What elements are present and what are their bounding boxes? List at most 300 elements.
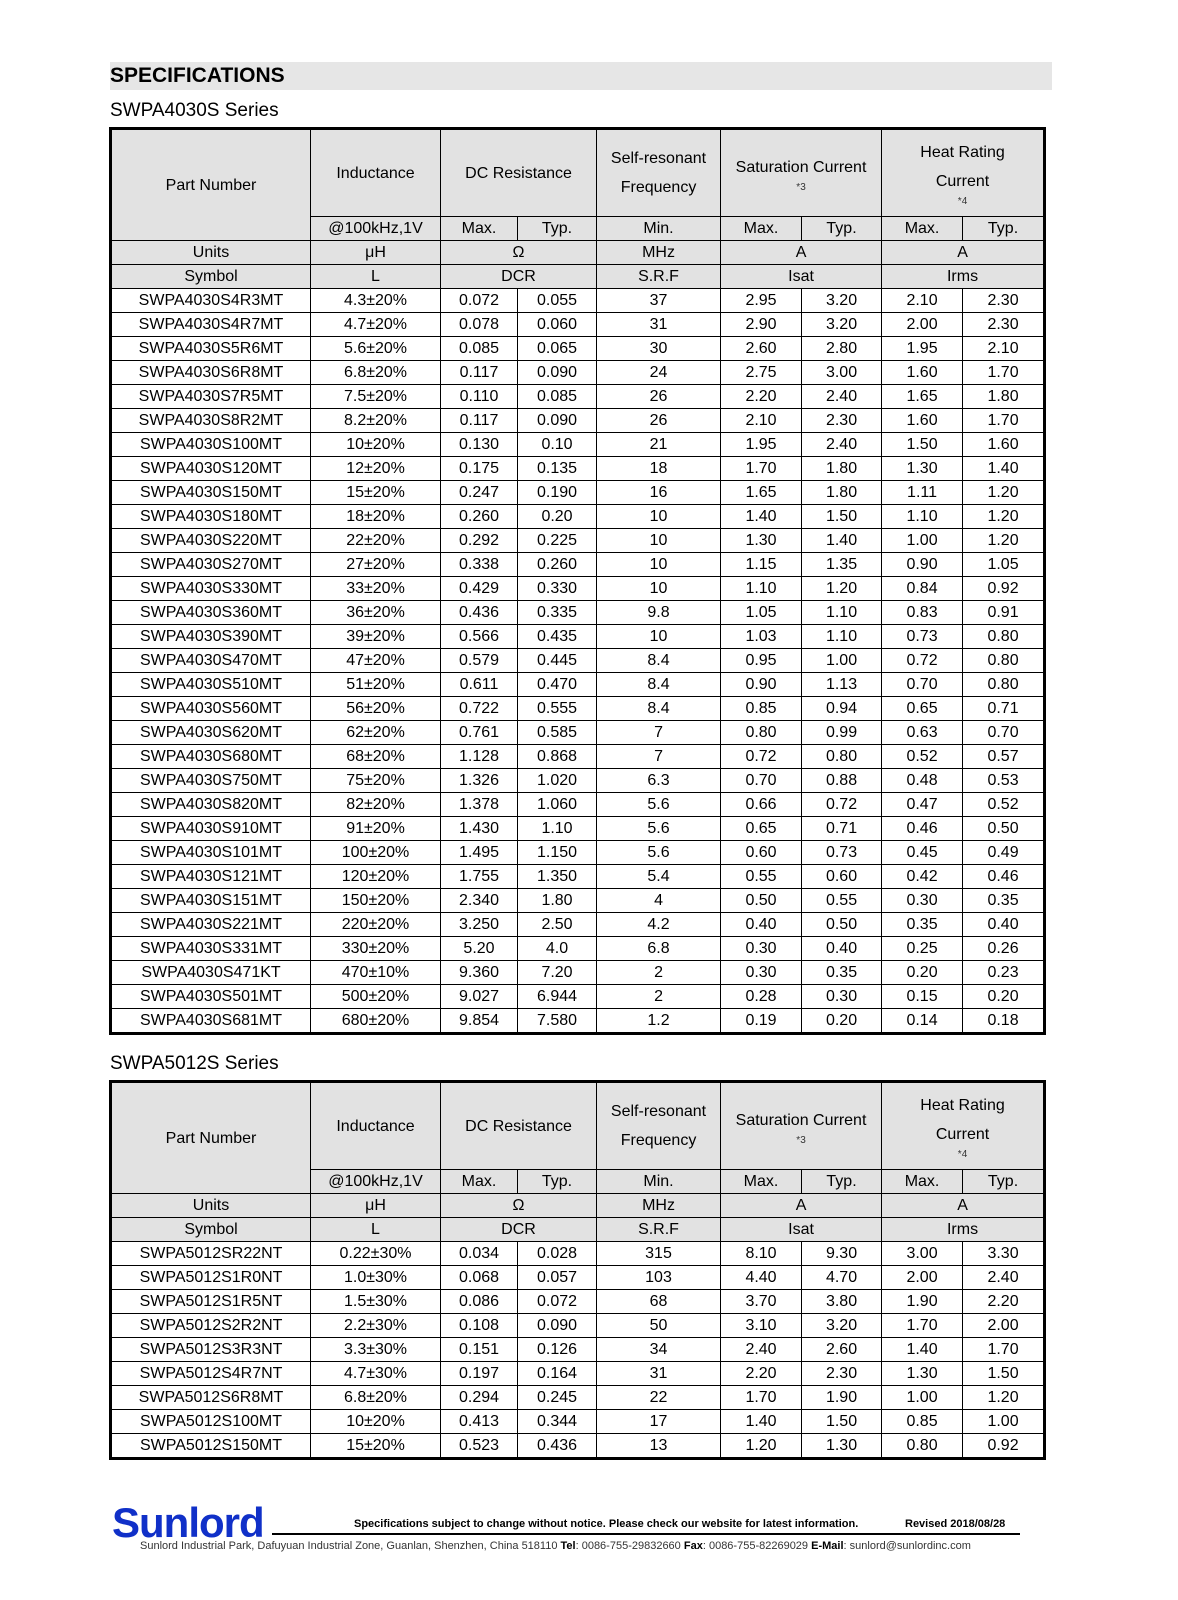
- cell-isat-typ: 9.30: [802, 1242, 882, 1266]
- cell-irms-max: 2.00: [882, 313, 963, 337]
- symbols-cell: DCR: [441, 265, 597, 289]
- cell-inductance: 12±20%: [311, 457, 441, 481]
- cell-dcr-typ: 4.0: [518, 937, 597, 961]
- cell-irms-typ: 2.20: [963, 1290, 1045, 1314]
- table-row: [111, 889, 1045, 913]
- cell-irms-typ: 1.60: [963, 433, 1045, 457]
- header-heat-line2: Current: [935, 173, 990, 190]
- cell-dcr-max: 5.20: [441, 937, 518, 961]
- cell-inductance: 22±20%: [311, 529, 441, 553]
- cell-isat-typ: 3.80: [802, 1290, 882, 1314]
- cell-srf-min: 37: [597, 289, 721, 313]
- cell-srf-min: 50: [597, 1314, 721, 1338]
- cell-dcr-typ: 0.868: [518, 745, 597, 769]
- cell-part-number: SWPA5012S100MT: [111, 1410, 311, 1434]
- cell-isat-max: 1.95: [721, 433, 802, 457]
- cell-isat-typ: 2.40: [802, 385, 882, 409]
- table-row: [111, 529, 1045, 553]
- cell-isat-max: 3.10: [721, 1314, 802, 1338]
- cell-irms-typ: 0.92: [963, 1434, 1045, 1459]
- symbols-cell: Irms: [882, 1218, 1045, 1242]
- cell-irms-typ: 0.35: [963, 889, 1045, 913]
- cell-isat-max: 0.85: [721, 697, 802, 721]
- cell-dcr-typ: 0.057: [518, 1266, 597, 1290]
- cell-srf-min: 5.6: [597, 841, 721, 865]
- cell-dcr-max: 0.292: [441, 529, 518, 553]
- cell-dcr-typ: 0.090: [518, 409, 597, 433]
- cell-isat-typ: 3.20: [802, 1314, 882, 1338]
- cell-isat-max: 1.20: [721, 1434, 802, 1459]
- cell-inductance: 6.8±20%: [311, 1386, 441, 1410]
- table-row: [111, 553, 1045, 577]
- cell-irms-typ: 0.57: [963, 745, 1045, 769]
- cell-irms-typ: 0.49: [963, 841, 1045, 865]
- units-row: [111, 1194, 1045, 1218]
- cell-irms-typ: 0.91: [963, 601, 1045, 625]
- header-srf-line2: Frequency: [620, 1132, 697, 1149]
- cell-irms-typ: 0.18: [963, 1009, 1045, 1034]
- header-inductance: Inductance: [311, 129, 441, 217]
- cell-srf-min: 30: [597, 337, 721, 361]
- tel-label: Tel: [560, 1540, 576, 1552]
- cell-irms-max: 1.65: [882, 385, 963, 409]
- cell-irms-typ: 0.71: [963, 697, 1045, 721]
- cell-irms-typ: 0.52: [963, 793, 1045, 817]
- cell-dcr-typ: 0.090: [518, 361, 597, 385]
- cell-dcr-typ: 0.072: [518, 1290, 597, 1314]
- cell-dcr-max: 0.086: [441, 1290, 518, 1314]
- cell-part-number: SWPA4030S820MT: [111, 793, 311, 817]
- table-row: [111, 577, 1045, 601]
- table-row: [111, 505, 1045, 529]
- cell-isat-max: 0.30: [721, 961, 802, 985]
- cell-dcr-max: 0.151: [441, 1338, 518, 1362]
- header-heat-line1: Heat Rating: [920, 144, 1005, 161]
- cell-dcr-typ: 1.80: [518, 889, 597, 913]
- footnote-3: *3: [796, 181, 806, 193]
- cell-inductance: 7.5±20%: [311, 385, 441, 409]
- cell-srf-min: 16: [597, 481, 721, 505]
- table-row: [111, 313, 1045, 337]
- isat-typ-label: Typ.: [802, 1170, 882, 1194]
- cell-dcr-typ: 0.585: [518, 721, 597, 745]
- table-row: [111, 865, 1045, 889]
- table-row: [111, 625, 1045, 649]
- cell-isat-typ: 1.00: [802, 649, 882, 673]
- cell-isat-typ: 1.50: [802, 1410, 882, 1434]
- cell-isat-typ: 1.80: [802, 457, 882, 481]
- cell-irms-max: 2.10: [882, 289, 963, 313]
- cell-part-number: SWPA4030S4R3MT: [111, 289, 311, 313]
- cell-dcr-typ: 0.335: [518, 601, 597, 625]
- cell-dcr-typ: 7.580: [518, 1009, 597, 1034]
- cell-dcr-max: 0.436: [441, 601, 518, 625]
- cell-inductance: 4.7±20%: [311, 313, 441, 337]
- header-srf-line1: Self-resonant: [610, 150, 707, 167]
- cell-srf-min: 5.4: [597, 865, 721, 889]
- cell-part-number: SWPA4030S910MT: [111, 817, 311, 841]
- table-row: [111, 961, 1045, 985]
- address-text: Sunlord Industrial Park, Dafuyuan Industrial Zone, Guanlan, Shenzhen, China 518110: [140, 1540, 558, 1552]
- symbols-cell: Symbol: [111, 265, 311, 289]
- cell-irms-max: 1.00: [882, 529, 963, 553]
- cell-inductance: 8.2±20%: [311, 409, 441, 433]
- srf-min-label: Min.: [597, 1170, 721, 1194]
- cell-inductance: 10±20%: [311, 1410, 441, 1434]
- cell-part-number: SWPA5012S1R5NT: [111, 1290, 311, 1314]
- cell-inductance: 330±20%: [311, 937, 441, 961]
- cell-part-number: SWPA4030S470MT: [111, 649, 311, 673]
- footer-address: [140, 1539, 971, 1553]
- symbols-row: [111, 265, 1045, 289]
- cell-isat-typ: 3.00: [802, 361, 882, 385]
- cell-irms-max: 1.95: [882, 337, 963, 361]
- cell-dcr-max: 0.761: [441, 721, 518, 745]
- cell-isat-max: 0.72: [721, 745, 802, 769]
- cell-isat-max: 1.65: [721, 481, 802, 505]
- cell-srf-min: 315: [597, 1242, 721, 1266]
- cell-dcr-max: 9.854: [441, 1009, 518, 1034]
- cell-dcr-max: 0.579: [441, 649, 518, 673]
- units-cell: A: [721, 1194, 882, 1218]
- cell-srf-min: 26: [597, 385, 721, 409]
- cell-dcr-typ: 0.330: [518, 577, 597, 601]
- cell-dcr-max: 0.338: [441, 553, 518, 577]
- header-saturation-current: [721, 129, 882, 217]
- cell-isat-typ: 2.30: [802, 1362, 882, 1386]
- series-title-swpa5012s: SWPA5012S Series: [110, 1053, 279, 1074]
- units-cell: μH: [311, 241, 441, 265]
- cell-isat-typ: 2.60: [802, 1338, 882, 1362]
- cell-irms-typ: 1.80: [963, 385, 1045, 409]
- cell-irms-typ: 0.80: [963, 673, 1045, 697]
- cell-srf-min: 9.8: [597, 601, 721, 625]
- cell-srf-min: 7: [597, 745, 721, 769]
- cell-isat-max: 2.95: [721, 289, 802, 313]
- cell-irms-max: 0.46: [882, 817, 963, 841]
- cell-dcr-typ: 1.350: [518, 865, 597, 889]
- irms-max-label: Max.: [882, 1170, 963, 1194]
- footnote-4: *4: [957, 196, 968, 207]
- cell-inductance: 36±20%: [311, 601, 441, 625]
- cell-isat-typ: 0.88: [802, 769, 882, 793]
- cell-dcr-typ: 0.190: [518, 481, 597, 505]
- cell-srf-min: 31: [597, 1362, 721, 1386]
- cell-irms-typ: 0.80: [963, 649, 1045, 673]
- cell-irms-typ: 1.00: [963, 1410, 1045, 1434]
- cell-isat-typ: 1.50: [802, 505, 882, 529]
- cell-part-number: SWPA4030S5R6MT: [111, 337, 311, 361]
- cell-dcr-typ: 0.555: [518, 697, 597, 721]
- cell-inductance: 6.8±20%: [311, 361, 441, 385]
- cell-srf-min: 2: [597, 961, 721, 985]
- cell-isat-typ: 0.71: [802, 817, 882, 841]
- cell-inductance: 82±20%: [311, 793, 441, 817]
- cell-isat-max: 2.40: [721, 1338, 802, 1362]
- cell-isat-max: 0.19: [721, 1009, 802, 1034]
- cell-part-number: SWPA4030S620MT: [111, 721, 311, 745]
- table-row: [111, 1266, 1045, 1290]
- cell-part-number: SWPA5012S150MT: [111, 1434, 311, 1459]
- cell-irms-typ: 0.40: [963, 913, 1045, 937]
- cell-irms-max: 0.20: [882, 961, 963, 985]
- cell-irms-typ: 0.80: [963, 625, 1045, 649]
- cell-irms-typ: 2.10: [963, 337, 1045, 361]
- cell-irms-max: 0.15: [882, 985, 963, 1009]
- footnote-4: *4: [957, 1149, 968, 1160]
- cell-dcr-typ: 6.944: [518, 985, 597, 1009]
- page-title: SPECIFICATIONS: [110, 64, 285, 87]
- cell-irms-max: 1.11: [882, 481, 963, 505]
- fax-value: : 0086-755-82269029: [702, 1540, 809, 1552]
- cell-isat-typ: 2.30: [802, 409, 882, 433]
- cell-irms-typ: 2.00: [963, 1314, 1045, 1338]
- cell-dcr-max: 1.430: [441, 817, 518, 841]
- cell-dcr-max: 0.072: [441, 289, 518, 313]
- cell-irms-max: 0.90: [882, 553, 963, 577]
- cell-part-number: SWPA4030S680MT: [111, 745, 311, 769]
- cell-dcr-max: 0.117: [441, 361, 518, 385]
- cell-srf-min: 8.4: [597, 697, 721, 721]
- email-label: E-Mail: [811, 1540, 844, 1552]
- cell-part-number: SWPA5012SR22NT: [111, 1242, 311, 1266]
- header-dc-resistance: DC Resistance: [441, 1082, 597, 1170]
- cell-isat-typ: 0.94: [802, 697, 882, 721]
- cell-irms-max: 1.10: [882, 505, 963, 529]
- table-row: [111, 769, 1045, 793]
- header-row: [111, 1082, 1045, 1170]
- header-inductance: Inductance: [311, 1082, 441, 1170]
- table-row: [111, 817, 1045, 841]
- dcr-typ-label: Typ.: [518, 1170, 597, 1194]
- cell-dcr-max: 3.250: [441, 913, 518, 937]
- cell-srf-min: 10: [597, 529, 721, 553]
- table-row: [111, 649, 1045, 673]
- cell-isat-max: 1.15: [721, 553, 802, 577]
- cell-part-number: SWPA5012S3R3NT: [111, 1338, 311, 1362]
- cell-part-number: SWPA5012S4R7NT: [111, 1362, 311, 1386]
- cell-isat-typ: 0.60: [802, 865, 882, 889]
- cell-srf-min: 24: [597, 361, 721, 385]
- cell-irms-max: 0.48: [882, 769, 963, 793]
- cell-inductance: 39±20%: [311, 625, 441, 649]
- symbols-cell: S.R.F: [597, 265, 721, 289]
- cell-irms-max: 0.52: [882, 745, 963, 769]
- units-cell: MHz: [597, 241, 721, 265]
- cell-part-number: SWPA4030S750MT: [111, 769, 311, 793]
- table-row: [111, 745, 1045, 769]
- cell-part-number: SWPA4030S101MT: [111, 841, 311, 865]
- cell-part-number: SWPA4030S390MT: [111, 625, 311, 649]
- cell-irms-typ: 1.70: [963, 361, 1045, 385]
- cell-part-number: SWPA5012S6R8MT: [111, 1386, 311, 1410]
- cell-part-number: SWPA4030S221MT: [111, 913, 311, 937]
- cell-isat-typ: 0.99: [802, 721, 882, 745]
- cell-irms-typ: 0.26: [963, 937, 1045, 961]
- cell-srf-min: 17: [597, 1410, 721, 1434]
- cell-part-number: SWPA4030S180MT: [111, 505, 311, 529]
- cell-isat-max: 2.90: [721, 313, 802, 337]
- table-row: [111, 385, 1045, 409]
- table-row: [111, 1009, 1045, 1034]
- cell-inductance: 18±20%: [311, 505, 441, 529]
- cell-part-number: SWPA4030S100MT: [111, 433, 311, 457]
- cell-isat-max: 0.70: [721, 769, 802, 793]
- header-saturation-current: [721, 1082, 882, 1170]
- cell-part-number: SWPA4030S681MT: [111, 1009, 311, 1034]
- header-heat-line2: Current: [935, 1126, 990, 1143]
- cell-irms-typ: 3.30: [963, 1242, 1045, 1266]
- symbols-cell: L: [311, 1218, 441, 1242]
- table-row: [111, 433, 1045, 457]
- fax-label: Fax: [683, 1540, 703, 1552]
- table-row: [111, 985, 1045, 1009]
- table-row: [111, 697, 1045, 721]
- cell-isat-typ: 0.72: [802, 793, 882, 817]
- cell-dcr-max: 0.085: [441, 337, 518, 361]
- cell-irms-typ: 0.20: [963, 985, 1045, 1009]
- units-cell: Ω: [441, 1194, 597, 1218]
- cell-isat-typ: 0.20: [802, 1009, 882, 1034]
- table-row: [111, 841, 1045, 865]
- cell-irms-max: 0.72: [882, 649, 963, 673]
- table-row: [111, 1338, 1045, 1362]
- cell-dcr-max: 0.110: [441, 385, 518, 409]
- dcr-max-label: Max.: [441, 1170, 518, 1194]
- table-row: [111, 1362, 1045, 1386]
- cell-dcr-typ: 0.090: [518, 1314, 597, 1338]
- header-srf-line2: Frequency: [620, 179, 697, 196]
- symbols-cell: Symbol: [111, 1218, 311, 1242]
- cell-dcr-typ: 0.060: [518, 313, 597, 337]
- cell-dcr-max: 0.722: [441, 697, 518, 721]
- cell-dcr-typ: 0.085: [518, 385, 597, 409]
- table-row: [111, 937, 1045, 961]
- series-title-swpa4030s: SWPA4030S Series: [110, 100, 279, 121]
- footer-notice: Specifications subject to change without notice. Please check our website for latest information.: [354, 1518, 859, 1530]
- cell-isat-typ: 1.90: [802, 1386, 882, 1410]
- header-heat-rating-current: [882, 129, 1045, 217]
- cell-irms-max: 1.70: [882, 1314, 963, 1338]
- cell-dcr-typ: 1.10: [518, 817, 597, 841]
- cell-inductance: 4.7±30%: [311, 1362, 441, 1386]
- cell-irms-typ: 1.20: [963, 481, 1045, 505]
- header-saturation-label: Saturation Current: [735, 1111, 867, 1129]
- cell-inductance: 51±20%: [311, 673, 441, 697]
- cell-part-number: SWPA5012S1R0NT: [111, 1266, 311, 1290]
- cell-srf-min: 13: [597, 1434, 721, 1459]
- cell-inductance: 10±20%: [311, 433, 441, 457]
- cell-irms-typ: 0.50: [963, 817, 1045, 841]
- cell-irms-typ: 2.30: [963, 313, 1045, 337]
- table-row: [111, 289, 1045, 313]
- cell-inductance: 470±10%: [311, 961, 441, 985]
- cell-part-number: SWPA4030S7R5MT: [111, 385, 311, 409]
- cell-isat-max: 0.50: [721, 889, 802, 913]
- cell-dcr-max: 0.108: [441, 1314, 518, 1338]
- cell-dcr-max: 9.027: [441, 985, 518, 1009]
- cell-isat-max: 1.70: [721, 457, 802, 481]
- cell-isat-max: 0.80: [721, 721, 802, 745]
- cell-isat-max: 0.90: [721, 673, 802, 697]
- cell-irms-max: 0.73: [882, 625, 963, 649]
- cell-dcr-typ: 0.135: [518, 457, 597, 481]
- cell-dcr-typ: 0.225: [518, 529, 597, 553]
- symbols-cell: L: [311, 265, 441, 289]
- table-row: [111, 1410, 1045, 1434]
- cell-dcr-max: 1.326: [441, 769, 518, 793]
- cell-inductance: 15±20%: [311, 1434, 441, 1459]
- cell-irms-max: 0.65: [882, 697, 963, 721]
- cell-isat-typ: 1.13: [802, 673, 882, 697]
- header-srf-line1: Self-resonant: [610, 1103, 707, 1120]
- dcr-max-label: Max.: [441, 217, 518, 241]
- irms-typ-label: Typ.: [963, 217, 1045, 241]
- cell-inductance: 33±20%: [311, 577, 441, 601]
- isat-max-label: Max.: [721, 1170, 802, 1194]
- cell-inductance: 3.3±30%: [311, 1338, 441, 1362]
- header-srf: [597, 129, 721, 217]
- cell-srf-min: 103: [597, 1266, 721, 1290]
- footnote-3: *3: [796, 1134, 806, 1146]
- cell-isat-max: 2.20: [721, 1362, 802, 1386]
- units-row: [111, 241, 1045, 265]
- units-cell: A: [882, 1194, 1045, 1218]
- cell-irms-max: 1.60: [882, 361, 963, 385]
- cell-srf-min: 34: [597, 1338, 721, 1362]
- cell-irms-typ: 0.92: [963, 577, 1045, 601]
- cell-inductance: 1.0±30%: [311, 1266, 441, 1290]
- cell-inductance: 2.2±30%: [311, 1314, 441, 1338]
- dcr-typ-label: Typ.: [518, 217, 597, 241]
- header-dc-resistance: DC Resistance: [441, 129, 597, 217]
- cell-irms-typ: 1.20: [963, 505, 1045, 529]
- cell-dcr-max: 0.197: [441, 1362, 518, 1386]
- cell-dcr-typ: 1.150: [518, 841, 597, 865]
- cell-isat-max: 1.40: [721, 1410, 802, 1434]
- cell-irms-max: 1.30: [882, 1362, 963, 1386]
- table-row: [111, 409, 1045, 433]
- cell-irms-max: 0.47: [882, 793, 963, 817]
- units-cell: A: [721, 241, 882, 265]
- cell-isat-max: 1.70: [721, 1386, 802, 1410]
- header-srf: [597, 1082, 721, 1170]
- units-cell: Units: [111, 241, 311, 265]
- cell-irms-typ: 0.53: [963, 769, 1045, 793]
- cell-part-number: SWPA4030S4R7MT: [111, 313, 311, 337]
- cell-srf-min: 10: [597, 505, 721, 529]
- table-row: [111, 361, 1045, 385]
- cell-irms-max: 1.50: [882, 433, 963, 457]
- cell-isat-typ: 1.40: [802, 529, 882, 553]
- cell-isat-max: 1.03: [721, 625, 802, 649]
- cell-irms-typ: 1.20: [963, 1386, 1045, 1410]
- cell-isat-typ: 1.80: [802, 481, 882, 505]
- cell-srf-min: 4: [597, 889, 721, 913]
- cell-dcr-max: 1.378: [441, 793, 518, 817]
- cell-part-number: SWPA4030S360MT: [111, 601, 311, 625]
- cell-irms-max: 0.63: [882, 721, 963, 745]
- cell-srf-min: 10: [597, 577, 721, 601]
- cell-dcr-max: 0.413: [441, 1410, 518, 1434]
- srf-min-label: Min.: [597, 217, 721, 241]
- table-row: [111, 721, 1045, 745]
- cell-isat-typ: 3.20: [802, 313, 882, 337]
- cell-dcr-max: 0.130: [441, 433, 518, 457]
- cell-dcr-max: 0.034: [441, 1242, 518, 1266]
- cell-srf-min: 6.8: [597, 937, 721, 961]
- cell-inductance: 91±20%: [311, 817, 441, 841]
